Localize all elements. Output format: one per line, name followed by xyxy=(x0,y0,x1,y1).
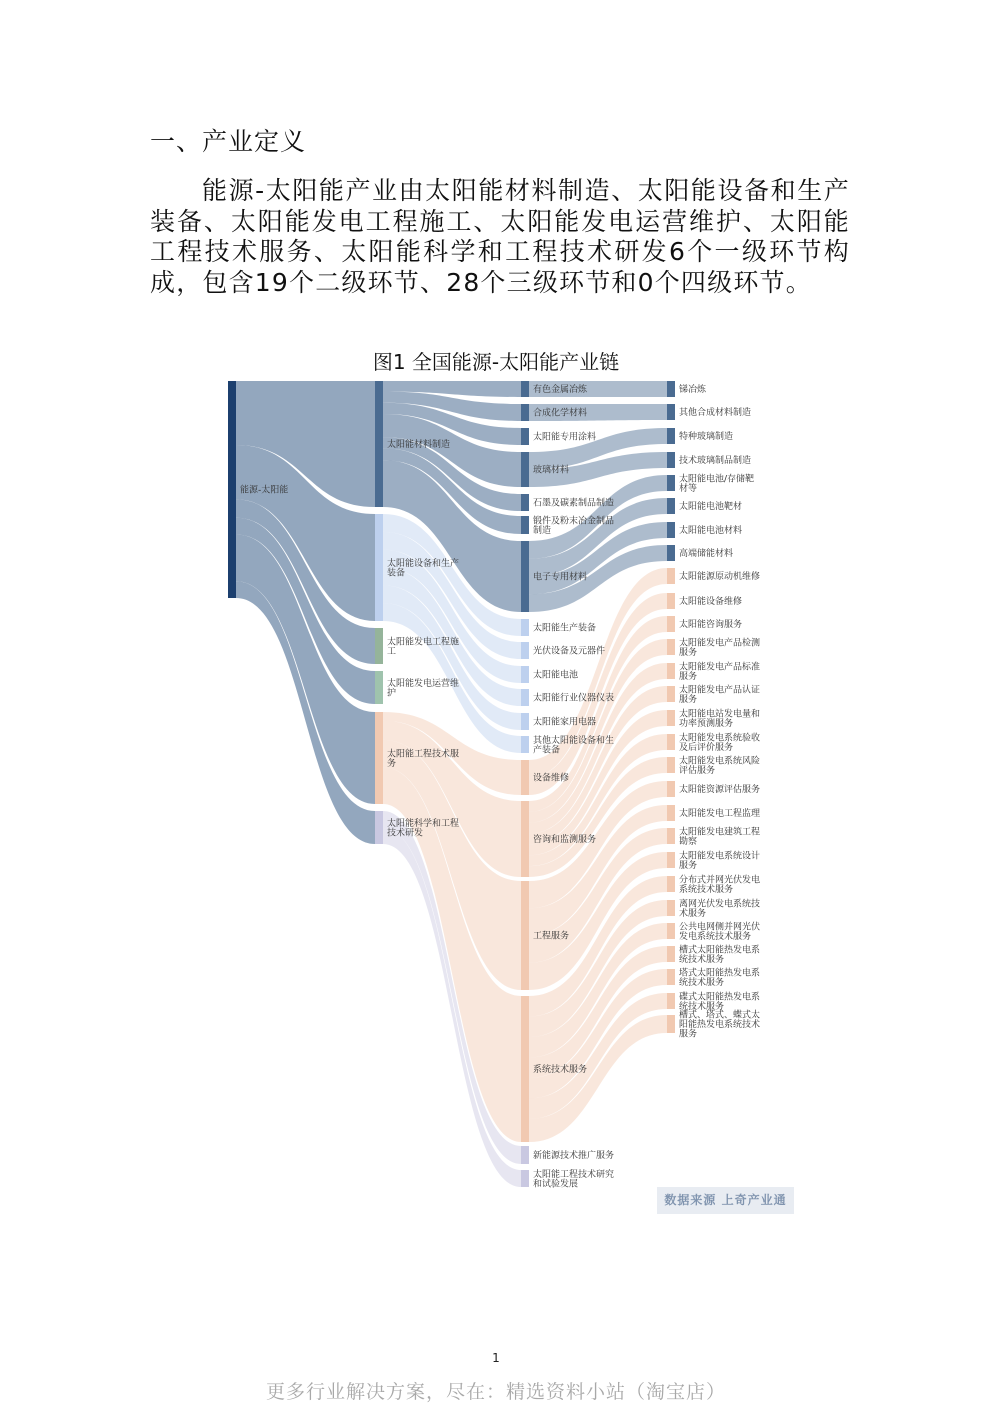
sankey-node-level3 xyxy=(667,381,675,397)
sankey-node-level2 xyxy=(521,713,529,730)
sankey-label-level2: 太阳能电池 xyxy=(533,670,579,681)
sankey-node-level3 xyxy=(667,946,675,962)
sankey-label-level2: 太阳能家用电器 xyxy=(533,717,597,728)
sankey-label-level3: 太阳能电池靶材 xyxy=(679,502,743,512)
sankey-node-level1 xyxy=(375,671,383,704)
sankey-label-level2: 电子专用材料 xyxy=(533,572,588,583)
sankey-node-level3 xyxy=(667,969,675,985)
sankey-node-level3 xyxy=(667,593,675,609)
sankey-node-level1 xyxy=(375,712,383,804)
sankey-label-level1: 太阳能发电工程施工 xyxy=(387,637,460,657)
page-number: 1 xyxy=(492,1351,500,1365)
sankey-node-level2 xyxy=(521,404,529,421)
sankey-node-level3 xyxy=(667,639,675,655)
sankey-label-level3: 太阳能发电产品认证服务 xyxy=(679,685,761,705)
sankey-node-level2 xyxy=(521,428,529,445)
sankey-node-level3 xyxy=(667,616,675,632)
sankey-node-level3 xyxy=(667,663,675,679)
sankey-node-level2 xyxy=(521,996,529,1142)
sankey-node-level2 xyxy=(521,541,529,612)
sankey-node-level3 xyxy=(667,757,675,773)
sankey-label-root: 能源-太阳能 xyxy=(240,485,289,496)
sankey-label-level2: 太阳能生产装备 xyxy=(533,623,597,634)
sankey-label-level3: 槽式太阳能热发电系统技术服务 xyxy=(679,945,761,965)
sankey-node-level2 xyxy=(521,881,529,990)
sankey-node-level3 xyxy=(667,710,675,726)
sankey-label-level3: 其他合成材料制造 xyxy=(679,408,752,418)
data-source-badge: 数据来源 上奇产业通 xyxy=(657,1187,794,1214)
sankey-node-level3 xyxy=(667,993,675,1009)
sankey-label-level1: 太阳能工程技术服务 xyxy=(387,749,460,769)
sankey-node-level2 xyxy=(521,452,529,487)
sankey-label-level2: 太阳能行业仪器仪表 xyxy=(533,693,615,704)
sankey-node-level3 xyxy=(667,545,675,561)
sankey-node-level2 xyxy=(521,1170,529,1187)
sankey-node-level2 xyxy=(521,516,529,534)
sankey-label-level2: 工程服务 xyxy=(533,931,570,942)
sankey-label-level2: 石墨及碳素制品制造 xyxy=(533,498,615,509)
section-heading: 一、产业定义 xyxy=(150,127,307,156)
sankey-node-level2 xyxy=(521,666,529,683)
sankey-node-level3 xyxy=(667,498,675,514)
sankey-label-level3: 高端储能材料 xyxy=(679,549,734,559)
sankey-node-level2 xyxy=(521,381,529,397)
sankey-label-level2: 太阳能专用涂料 xyxy=(533,432,597,443)
sankey-label-level3: 太阳能电站发电量和功率预测服务 xyxy=(679,709,761,729)
sankey-node-level3 xyxy=(667,404,675,420)
sankey-node-level1 xyxy=(375,811,383,844)
sankey-node-level3 xyxy=(667,475,675,491)
sankey-label-level3: 太阳能发电建筑工程勘察 xyxy=(679,827,761,847)
sankey-node-level3 xyxy=(667,923,675,939)
sankey-label-level3: 离网光伏发电系统技术服务 xyxy=(679,899,761,919)
sankey-node-level3 xyxy=(667,428,675,444)
sankey-label-level3: 太阳能发电产品检测服务 xyxy=(679,638,761,658)
sankey-label-level3: 太阳能发电产品标准服务 xyxy=(679,662,761,682)
sankey-node-level2 xyxy=(521,642,529,659)
sankey-label-level3: 太阳能发电系统验收及后评价服务 xyxy=(679,733,761,753)
sankey-label-level3: 碟式太阳能热发电系统技术服务 xyxy=(679,992,761,1012)
sankey-label-level3: 太阳能源原动机维修 xyxy=(679,572,761,582)
sankey-label-level3: 太阳能电池材料 xyxy=(679,526,743,536)
sankey-label-level3: 太阳能发电系统设计服务 xyxy=(679,851,761,871)
sankey-label-level2: 玻璃材料 xyxy=(533,465,570,476)
sankey-label-level1: 太阳能材料制造 xyxy=(387,440,451,450)
sankey-label-level3: 太阳能咨询服务 xyxy=(679,620,743,630)
sankey-node-level3 xyxy=(667,1015,675,1033)
sankey-label-level3: 塔式太阳能热发电系统技术服务 xyxy=(679,968,761,988)
sankey-label-level3: 太阳能发电系统风险评估服务 xyxy=(679,756,761,776)
sankey-node-level3 xyxy=(667,828,675,844)
sankey-node-level3 xyxy=(667,522,675,538)
sankey-label-level2: 光伏设备及元器件 xyxy=(533,646,606,657)
sankey-label-level2: 设备维修 xyxy=(533,773,570,784)
sankey-node-level3 xyxy=(667,734,675,750)
sankey-node-level2 xyxy=(521,1146,529,1164)
sankey-node-level1 xyxy=(375,381,383,507)
sankey-label-level2: 有色金属冶炼 xyxy=(533,385,588,395)
sankey-label-level3: 公共电网侧并网光伏发电系统技术服务 xyxy=(679,922,761,942)
sankey-label-level2: 锻件及粉末冶金制品制造 xyxy=(533,516,615,536)
sankey-label-level3: 锑冶炼 xyxy=(679,385,707,395)
sankey-node-root xyxy=(228,381,236,598)
sankey-node-level2 xyxy=(521,689,529,706)
sankey-node-level3 xyxy=(667,805,675,821)
sankey-node-level3 xyxy=(667,686,675,702)
sankey-label-level2: 新能源技术推广服务 xyxy=(533,1151,615,1161)
footer-note: 更多行业解决方案，尽在：精选资料小站（淘宝店） xyxy=(265,1381,726,1403)
sankey-node-level3 xyxy=(667,900,675,916)
sankey-label-level3: 太阳能电池/存储靶材等 xyxy=(679,474,755,494)
sankey-label-level2: 咨询和监测服务 xyxy=(533,835,597,845)
sankey-node-level2 xyxy=(521,760,529,795)
sankey-label-level2: 合成化学材料 xyxy=(533,408,588,419)
sankey-label-level3: 太阳能设备维修 xyxy=(679,597,743,607)
definition-paragraph: 能源-太阳能产业由太阳能材料制造、太阳能设备和生产装备、太阳能发电工程施工、太阳能发电运营维护、太阳能工程技术服务、太阳能科学和工程技术研发6个一级环节构成，包含19个二级环节、28个三级环节和0个四级环节。 xyxy=(150,176,850,297)
sankey-node-level3 xyxy=(667,568,675,584)
sankey-node-level1 xyxy=(375,514,383,621)
sankey-label-level2: 系统技术服务 xyxy=(533,1065,588,1075)
sankey-node-level3 xyxy=(667,452,675,468)
sankey-label-level3: 技术玻璃制品制造 xyxy=(679,456,752,466)
sankey-node-level2 xyxy=(521,494,529,511)
sankey-label-level3: 特种玻璃制造 xyxy=(679,432,734,442)
sankey-label-level3: 槽式、塔式、蝶式太阳能热发电系统技术服务 xyxy=(679,1010,761,1040)
sankey-label-level3: 分布式并网光伏发电系统技术服务 xyxy=(679,875,761,895)
sankey-label-level1: 太阳能科学和工程技术研发 xyxy=(387,818,460,839)
sankey-node-level2 xyxy=(521,619,529,636)
sankey-node-level2 xyxy=(521,736,529,753)
sankey-node-level3 xyxy=(667,852,675,868)
sankey-label-level1: 太阳能设备和生产装备 xyxy=(387,558,460,579)
sankey-label-level1: 太阳能发电运营维护 xyxy=(387,678,460,699)
sankey-node-level1 xyxy=(375,628,383,664)
sankey-label-level2: 其他太阳能设备和生产装备 xyxy=(533,735,615,756)
sankey-label-level3: 太阳能发电工程监理 xyxy=(679,809,761,819)
sankey-node-level2 xyxy=(521,801,529,877)
sankey-node-level3 xyxy=(667,876,675,892)
sankey-label-level3: 太阳能资源评估服务 xyxy=(679,785,761,795)
figure-title: 图1 全国能源-太阳能产业链 xyxy=(372,350,620,374)
sankey-label-level2: 太阳能工程技术研究和试验发展 xyxy=(533,1169,615,1190)
sankey-node-level3 xyxy=(667,781,675,797)
